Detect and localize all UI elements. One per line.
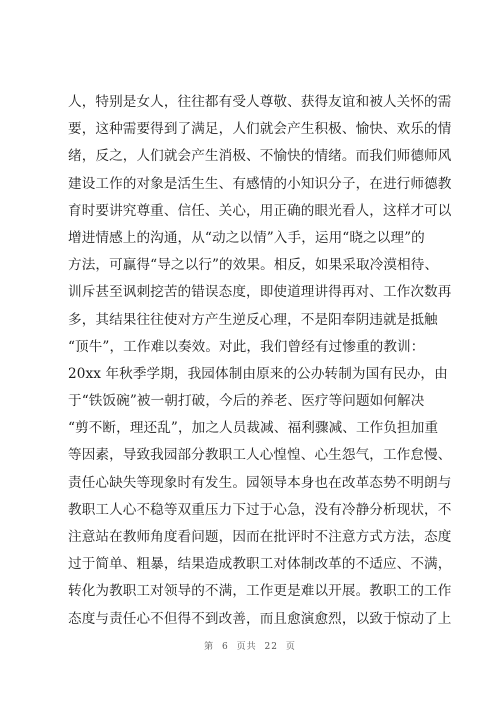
text-line: 态度与责任心不但得不到改善，而且愈演愈烈，以致于惊动了上 bbox=[68, 610, 452, 627]
text-line: 20xx 年秋季学期，我园体制由原来的公办转制为国有民办，由 bbox=[68, 365, 448, 382]
text-line: 要，这种需要得到了满足，人们就会产生积极、愉快、欢乐的情 bbox=[68, 121, 452, 138]
text-line: 增进情感上的沟通，从“动之以情”入手，运用“晓之以理”的 bbox=[68, 229, 425, 246]
footer-suffix: 页 bbox=[285, 642, 296, 652]
text-line: 建设工作的对象是活生生、有感情的小知识分子，在进行师德教 bbox=[68, 175, 452, 192]
text-line: 绪，反之，人们就会产生消极、不愉快的情绪。而我们师德师风 bbox=[68, 148, 452, 165]
text-line: 人，特别是女人，往往都有受人尊敬、获得友谊和被人关怀的需 bbox=[68, 94, 452, 110]
text-line: “顶牛”，工作难以奏效。对此，我们曾经有过惨重的教训： bbox=[68, 338, 425, 355]
footer-middle: 页共 bbox=[236, 642, 257, 652]
text-line: 多，其结果往往使对方产生逆反心理，不是阳奉阴违就是抵触 bbox=[68, 311, 438, 328]
text-line: 育时要讲究尊重、信任、关心，用正确的眼光看人，这样才可以 bbox=[68, 202, 452, 219]
footer-prefix: 第 bbox=[204, 642, 215, 652]
total-pages: 22 bbox=[264, 642, 278, 652]
text-line: 于“铁饭碗”被一朝打破，今后的养老、医疗等问题如何解决 bbox=[68, 393, 425, 410]
current-page-number: 6 bbox=[222, 642, 229, 652]
text-line: 转化为教职工对领导的不满，工作更是难以开展。教职工的工作 bbox=[68, 583, 452, 600]
text-line: 责任心缺失等现象时有发生。园领导本身也在改革态势不明朗与 bbox=[68, 474, 452, 491]
text-line: 教职工人心不稳等双重压力下过于心急，没有冷静分析现状，不 bbox=[68, 501, 452, 518]
text-line: 方法，可赢得“导之以行”的效果。相反，如果采取冷漠相待、 bbox=[68, 257, 439, 274]
text-line: “剪不断，理还乱”，加之人员裁减、福利骤减、工作负担加重 bbox=[68, 420, 439, 437]
text-line: 过于简单、粗暴，结果造成教职工对体制改革的不适应、不满， bbox=[68, 556, 452, 573]
text-line: 注意站在教师角度看问题，因而在批评时不注意方式方法，态度 bbox=[68, 529, 452, 545]
text-line: 训斥甚至讽刺挖苦的错误态度，即使道理讲得再对、工作次数再 bbox=[68, 284, 452, 301]
page-footer bbox=[0, 639, 500, 652]
body-text bbox=[68, 89, 452, 633]
text-line: 等因素，导致我园部分教职工人心惶惶、心生怨气，工作怠慢、 bbox=[68, 447, 452, 464]
